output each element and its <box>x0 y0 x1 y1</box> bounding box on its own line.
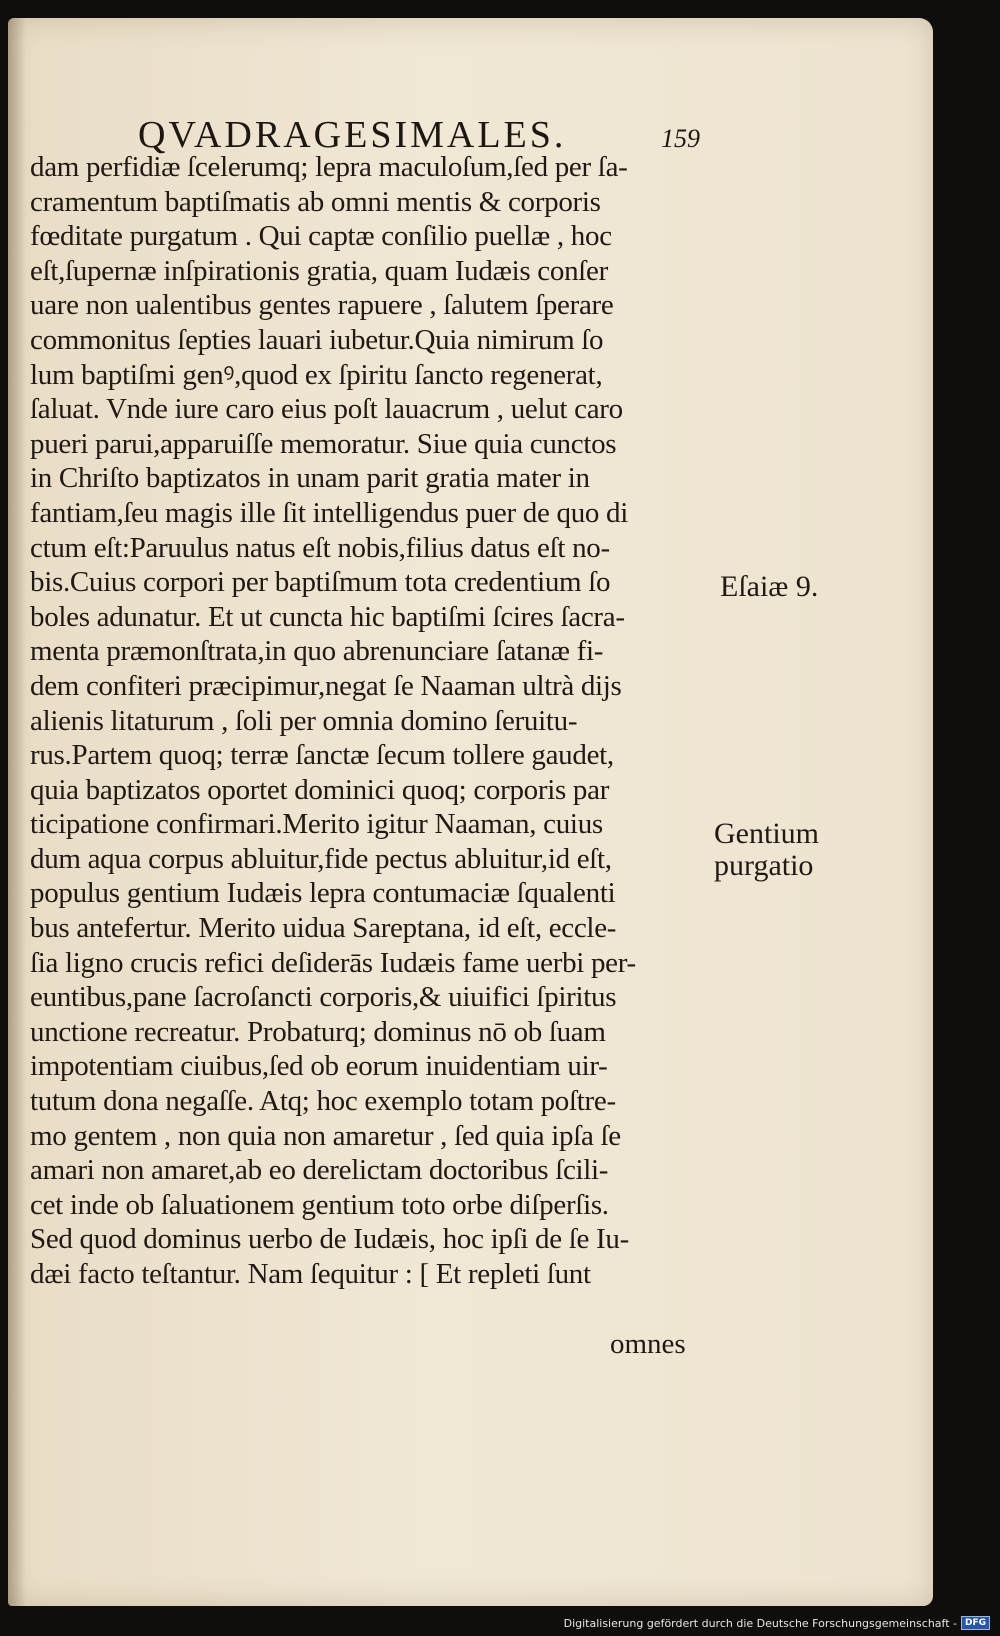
text-line: lum baptiſmi genꝰ,quod ex ſpiritu ſancto regenerat, <box>30 358 603 391</box>
page-gutter-shadow <box>8 18 26 1606</box>
footer-credit: Digitalisierung gefördert durch die Deutsche Forschungsgemeinschaft - <box>563 1616 957 1630</box>
body-text-block <box>30 150 710 1292</box>
text-line: fœditate purgatum . Qui captæ conſilio puellæ , hoc <box>30 220 612 253</box>
text-line: dum aqua corpus abluitur,fide pectus abluitur,id eſt, <box>30 842 612 875</box>
text-line: ſaluat. Vnde iure caro eius poſt lauacrum , uelut caro <box>30 393 623 426</box>
text-line: pueri parui,apparuiſſe memoratur. Siue quia cunctos <box>30 427 617 460</box>
text-line: populus gentium Iudæis lepra contumaciæ ſqualenti <box>30 877 616 910</box>
text-line: tutum dona negaſſe. Atq; hoc exemplo totam poſtre- <box>30 1085 616 1118</box>
text-line: impotentiam ciuibus,ſed ob eorum inuidentiam uir- <box>30 1050 608 1083</box>
text-line: cramentum baptiſmatis ab omni mentis & corporis <box>30 185 601 218</box>
text-line: unctione recreatur. Probaturq; dominus nō ob ſuam <box>30 1015 606 1048</box>
marginal-note-esaiae: Eſaiæ 9. <box>720 570 819 603</box>
text-line: fantiam,ſeu magis ille ſit intelligendus puer de quo di <box>30 496 629 529</box>
text-line: bis.Cuius corpori per baptiſmum tota credentium ſo <box>30 566 611 599</box>
folio-number: 159 <box>661 124 700 153</box>
marginal-note-gentium-purgatio <box>714 817 819 882</box>
text-line: eſt,ſupernæ inſpirationis gratia, quam Iudæis conſer <box>30 254 608 287</box>
text-line: dæi facto teſtantur. Nam ſequitur : [ Et repleti ſunt <box>30 1258 591 1290</box>
text-line: mo gentem , non quia non amaretur , ſed quia ipſa ſe <box>30 1119 621 1152</box>
text-line: bus antefertur. Merito uidua Sareptana, id eſt, eccle- <box>30 912 617 945</box>
catchword: omnes <box>610 1328 686 1360</box>
text-line: ſia ligno crucis refici deſiderās Iudæis fame uerbi per- <box>30 946 636 979</box>
running-head: QVADRAGESIMALES. <box>138 114 567 156</box>
text-line: boles adunatur. Et ut cuncta hic baptiſmi ſcires ſacra- <box>30 600 625 633</box>
text-line: rus.Partem quoq; terræ ſanctæ ſecum tollere gaudet, <box>30 739 614 772</box>
text-line: alienis litaturum , ſoli per omnia domino ſeruitu- <box>30 704 578 737</box>
text-line: menta præmonſtrata,in quo abrenunciare ſatanæ fi- <box>30 635 604 668</box>
text-line: amari non amaret,ab eo derelictam doctoribus ſcili- <box>30 1154 609 1187</box>
marginal-note-text: Gentium purgatio <box>714 817 819 882</box>
text-line: ticipatione confirmari.Merito igitur Naaman, cuius <box>30 808 603 841</box>
digitization-footer <box>564 1616 990 1630</box>
text-line: in Chriſto baptizatos in unam parit gratia mater in <box>30 462 590 495</box>
text-line: dem confiteri præcipimur,negat ſe Naaman ultrà dijs <box>30 669 622 702</box>
text-line: uare non ualentibus gentes rapuere , ſalutem ſperare <box>30 289 614 322</box>
text-line: commonitus ſepties lauari iubetur.Quia nimirum ſo <box>30 323 604 356</box>
text-line: cet inde ob ſaluationem gentium toto orbe diſperſis. <box>30 1188 609 1221</box>
book-page <box>8 18 933 1606</box>
dfg-logo-icon: DFG <box>961 1616 990 1630</box>
text-line: quia baptizatos oportet dominici quoq; corporis par <box>30 773 610 806</box>
text-line: dam perfidiæ ſcelerumq; lepra maculoſum,ſed per ſa- <box>30 151 628 183</box>
text-line: Sed quod dominus uerbo de Iudæis, hoc ipſi de ſe Iu- <box>30 1223 629 1256</box>
text-line: euntibus,pane ſacroſancti corporis,& uiuifici ſpiritus <box>30 981 617 1014</box>
text-line: ctum eſt:Paruulus natus eſt nobis,filius datus eſt no- <box>30 531 610 564</box>
